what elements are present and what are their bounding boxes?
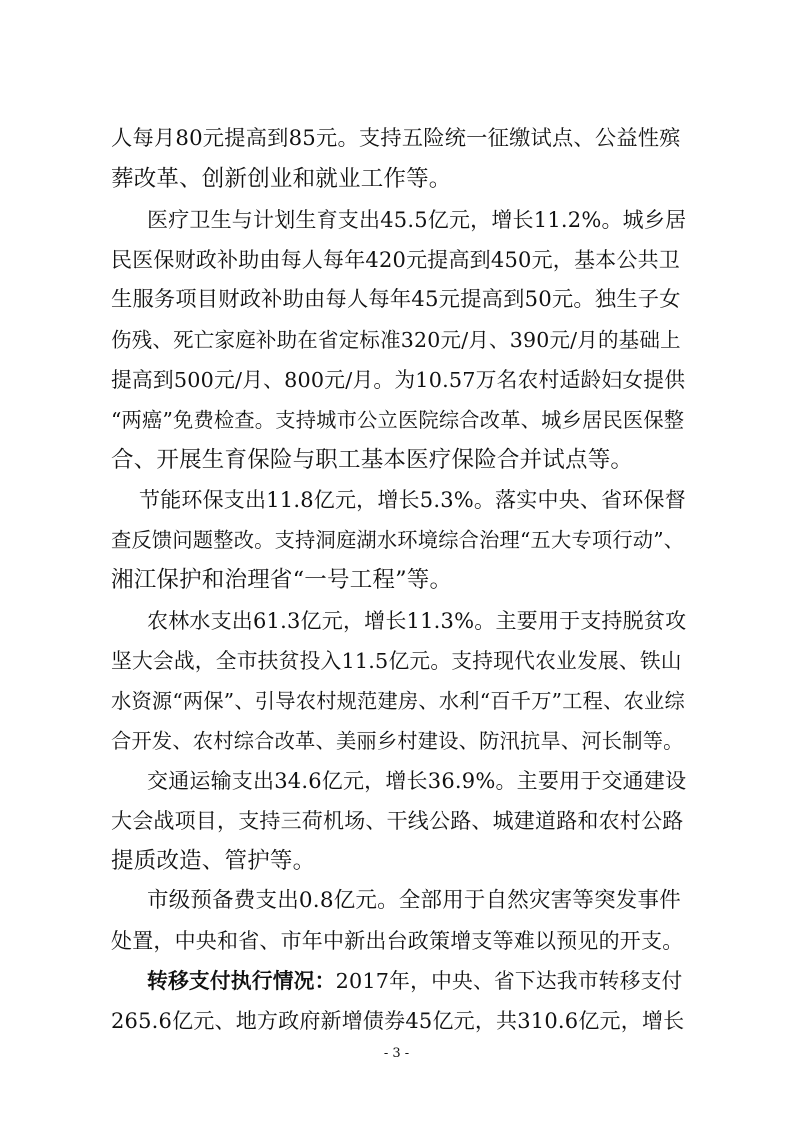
text-line: 提质改造、管护等。 <box>111 848 316 874</box>
text-line: 大会战项目，支持三荷机场、干线公路、城建道路和农村公路 <box>111 809 684 833</box>
text-line: 节能环保支出11.8亿元，增长5.3%。落实中央、省环保督 <box>139 488 686 512</box>
text-line: 查反馈问题整改。支持洞庭湖水环境综合治理“五大专项行动”、 <box>111 528 685 552</box>
text-line: “两癌”免费检查。支持城市公立医院综合改革、城乡居民医保整 <box>111 408 685 432</box>
text-line: 坚大会战，全市扶贫投入11.5亿元。支持现代农业发展、铁山 <box>111 649 682 673</box>
text-line: 葬改革、创新创业和就业工作等。 <box>111 166 452 192</box>
text-line: 合开发、农村综合改革、美丽乡村建设、防汛抗旱、河长制等。 <box>111 729 684 753</box>
text-line: 市级预备费支出0.8亿元。全部用于自然灾害等突发事件 <box>147 888 681 913</box>
text-line: 合、开展生育保险与职工基本医疗保险合并试点等。 <box>111 447 634 473</box>
text-line: 提高到500元/月、800元/月。为10.57万名农村适龄妇女提供 <box>111 368 686 392</box>
text-line: 医疗卫生与计划生育支出45.5亿元，增长11.2%。城乡居 <box>147 208 687 232</box>
text-line: 农林水支出61.3亿元，增长11.3%。主要用于支持脱贫攻 <box>147 609 687 633</box>
page-number: - 3 - <box>383 1046 410 1061</box>
text-run: 2017年，中央、省下达我市转移支付 <box>335 969 683 993</box>
text-line: 水资源“两保”、引导农村规范建房、水利“百千万”工程、农业综 <box>111 689 685 713</box>
text-line: 处置，中央和省、市年中新出台政策增支等难以预见的开支。 <box>111 929 684 953</box>
section-heading: 转移支付执行情况： <box>147 969 336 993</box>
text-line <box>147 966 682 996</box>
text-line: 民医保财政补助由每人每年420元提高到450元，基本公共卫 <box>111 248 680 272</box>
text-line: 交通运输支出34.6亿元，增长36.9%。主要用于交通建设 <box>147 769 687 793</box>
text-line: 生服务项目财政补助由每人每年45元提高到50元。独生子女 <box>111 287 681 312</box>
text-line: 湘江保护和治理省“一号工程”等。 <box>111 567 453 593</box>
text-line: 人每月80元提高到85元。支持五险统一征缴试点、公益性殡 <box>111 126 681 151</box>
text-line: 伤残、死亡家庭补助在省定标准320元/月、390元/月的基础上 <box>111 328 681 352</box>
text-line: 265.6亿元、地方政府新增债券45亿元，共310.6亿元，增长 <box>111 1009 685 1033</box>
